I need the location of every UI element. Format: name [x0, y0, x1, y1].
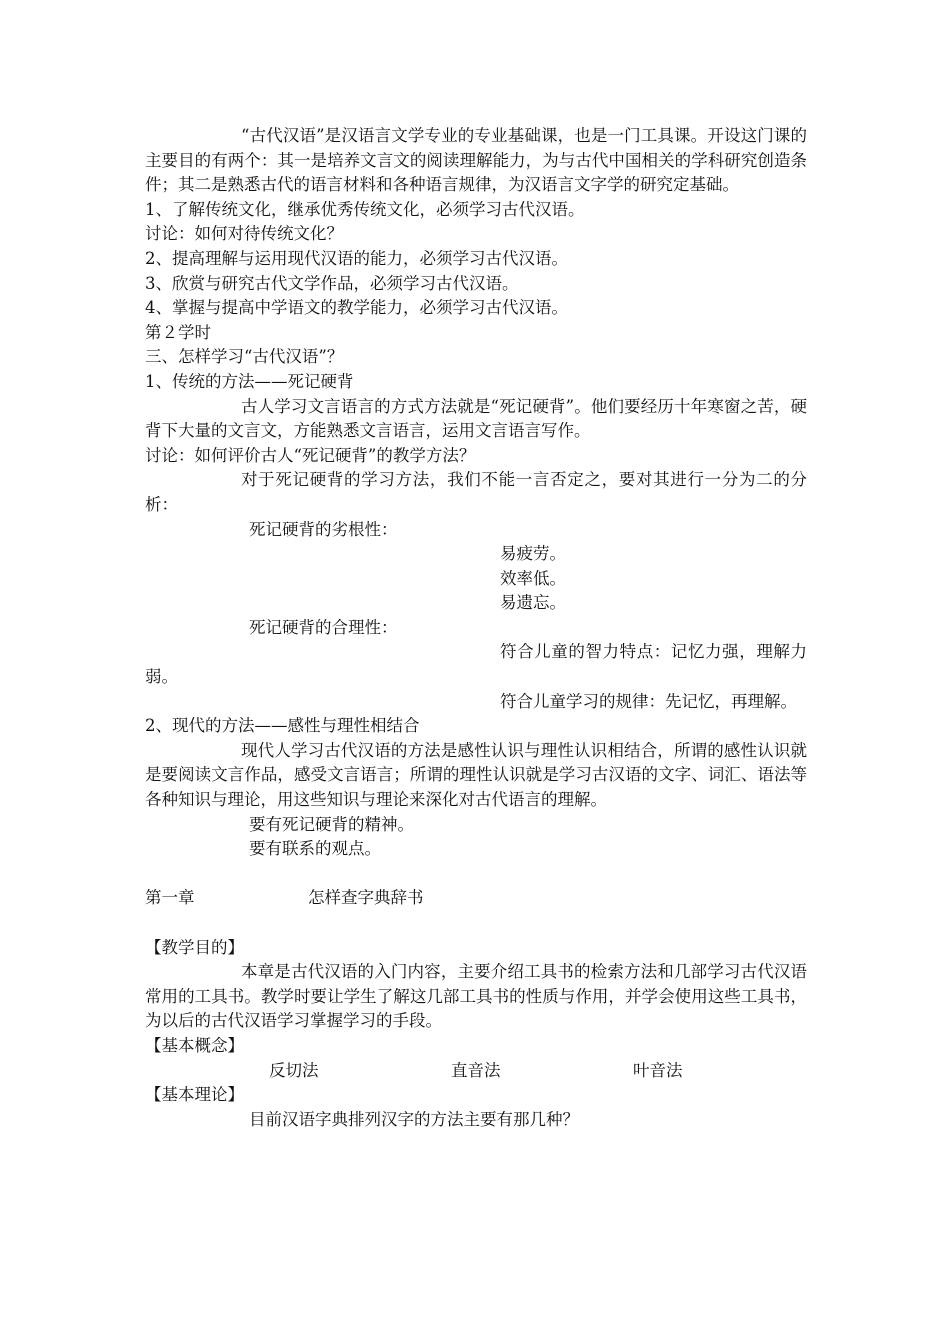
reason-3: 3、欣赏与研究古代文学作品，必须学习古代汉语。	[145, 273, 519, 293]
teaching-goal-text: 本章是古代汉语的入门内容，主要介绍工具书的检索方法和几部学习古代汉语常用的工具书。教学时要让学生了解这几部工具书的性质与作用，并学会使用这些工具书，为以后的古代汉语学习掌握学习的手段。	[145, 962, 807, 1031]
chapter-heading	[145, 886, 807, 911]
merit-label: 死记硬背的合理性：	[249, 617, 398, 637]
document-body	[145, 124, 807, 1132]
method-2-title: 2、现代的方法——感性与理性相结合	[145, 716, 420, 736]
merit-item: 符合儿童学习的规律：先记忆，再理解。	[500, 691, 797, 711]
weakness-item: 效率低。	[500, 568, 566, 588]
method-2-paragraph: 现代人学习古代汉语的方法是感性认识与理性认识相结合，所谓的感性认识就是要阅读文言作品，感受文言语言；所谓的理性认识就是学习古汉语的文字、词汇、语法等各种知识与理论，用这些知识与理论来深化对古代语言的理解。	[145, 740, 807, 810]
lesson-label: 第２学时	[145, 322, 211, 342]
method-1-analysis: 对于死记硬背的学习方法，我们不能一言否定之，要对其进行一分为二的分析：	[145, 470, 807, 514]
basic-theory-heading: 【基本理论】	[145, 1085, 244, 1105]
method-2-point: 要有死记硬背的精神。	[249, 814, 414, 834]
discussion-traditional-culture: 讨论：如何对待传统文化？	[145, 224, 343, 244]
weakness-label: 死记硬背的劣根性：	[249, 519, 398, 539]
weakness-item: 易疲劳。	[500, 544, 566, 564]
basic-concepts-heading: 【基本概念】	[145, 1035, 244, 1055]
concept-item: 反切法	[269, 1060, 319, 1080]
basic-theory-question: 目前汉语字典排列汉字的方法主要有那几种？	[249, 1109, 579, 1129]
method-2-point: 要有联系的观点。	[249, 839, 381, 859]
concept-item: 叶音法	[633, 1060, 683, 1080]
chapter-title: 怎样查字典辞书	[308, 888, 424, 908]
merit-item: 符合儿童的智力特点：记忆力强，理解力弱。	[145, 642, 807, 687]
method-1-title: 1、传统的方法——死记硬背	[145, 371, 354, 391]
chapter-number: 第一章	[145, 888, 195, 908]
intro-paragraph: “古代汉语”是汉语言文学专业的专业基础课，也是一门工具课。开设这门课的主要目的有两个：其一是培养文言文的阅读理解能力，为与古代中国相关的学科研究创造条件；其二是熟悉古代的语言材料和各种语言规律，为汉语言文字学的研究定基础。	[145, 126, 807, 195]
blank-line	[145, 862, 807, 887]
reason-4: 4、掌握与提高中学语文的教学能力，必须学习古代汉语。	[145, 298, 568, 318]
reason-1: 1、了解传统文化，继承优秀传统文化，必须学习古代汉语。	[145, 199, 585, 219]
section-heading-how-to-learn: 三、怎样学习“古代汉语”？	[145, 347, 344, 367]
method-1-discussion: 讨论：如何评价古人“死记硬背”的教学方法？	[145, 445, 476, 465]
method-1-paragraph: 古人学习文言语言的方式方法就是“死记硬背”。他们要经历十年寒窗之苦，硬背下大量的文言文，方能熟悉文言语言，运用文言语言写作。	[145, 396, 807, 441]
teaching-goal-heading: 【教学目的】	[145, 937, 244, 957]
concept-item: 直音法	[451, 1060, 501, 1080]
basic-concepts-list	[145, 1059, 807, 1084]
weakness-item: 易遗忘。	[500, 593, 566, 613]
blank-line	[145, 911, 807, 936]
reason-2: 2、提高理解与运用现代汉语的能力，必须学习古代汉语。	[145, 248, 568, 268]
